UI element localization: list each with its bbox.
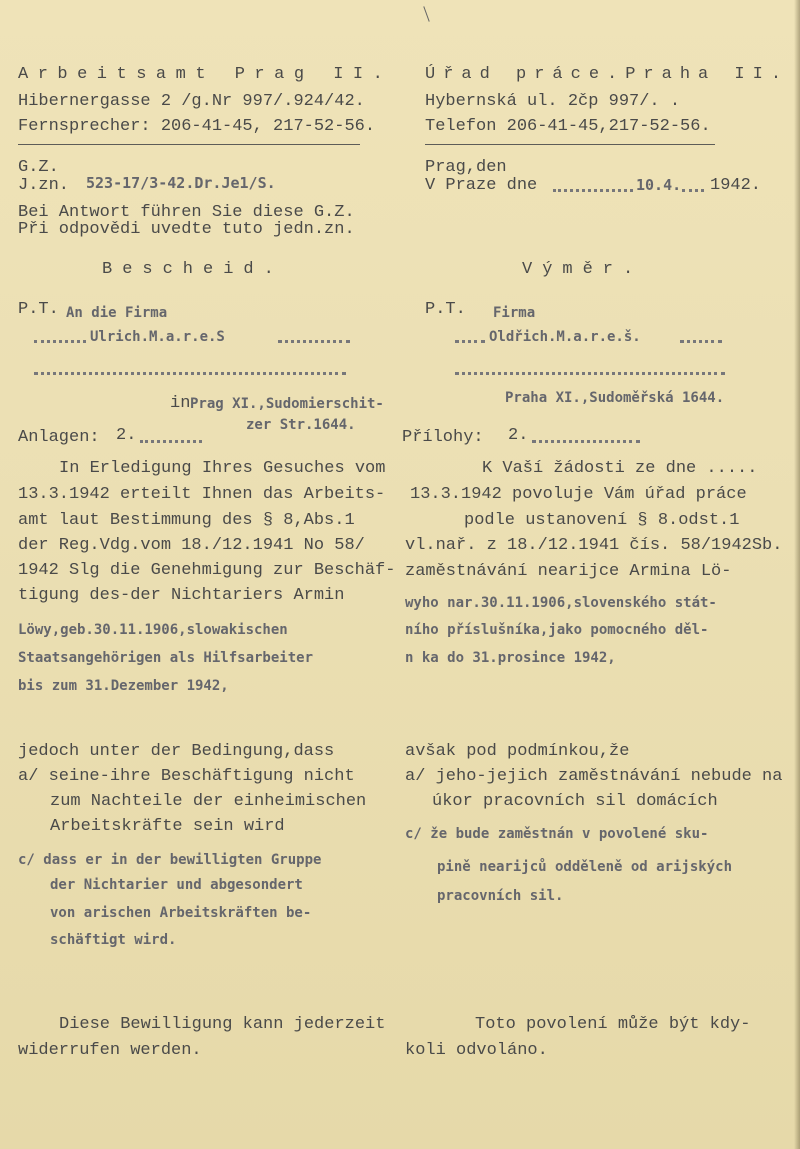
title-de: Bescheid.	[102, 260, 284, 279]
condition-cz-line: úkor pracovních sil domácích	[432, 792, 718, 811]
revocation-cz-line2: koli odvoláno.	[405, 1041, 548, 1060]
body-cz-line: ního příslušníka,jako pomocného děl-	[405, 622, 709, 638]
pt-cz: P.T.	[425, 300, 466, 319]
date-dots-2	[682, 189, 704, 192]
condition-cz-line: pracovních sil.	[437, 888, 564, 904]
firm-name-de: Ulrich.M.a.r.e.S	[90, 329, 225, 345]
reply-note-de: Bei Antwort führen Sie diese G.Z.	[18, 203, 355, 222]
body-cz-line: podle ustanovení § 8.odst.1	[464, 511, 740, 530]
condition-cz-line: pině nearijců odděleně od arijských	[437, 859, 733, 875]
date-dots	[553, 189, 633, 192]
body-cz-line: wyho nar.30.11.1906,slovenského stát-	[405, 595, 717, 611]
date-year: 1942.	[710, 176, 762, 195]
jzn-label: J.zn.	[18, 176, 70, 195]
address-prefix-de: in	[170, 394, 191, 413]
office-phone-de: Fernsprecher: 206-41-45, 217-52-56.	[18, 117, 376, 136]
header-rule-cz	[425, 144, 715, 145]
pt-de: P.T.	[18, 300, 59, 319]
body-de-line: bis zum 31.Dezember 1942,	[18, 678, 229, 694]
office-name-cz: Úřad práce.Praha II.	[425, 65, 790, 84]
condition-cz-line: c/ že bude zaměstnán v povolené sku-	[405, 826, 709, 842]
condition-de-line: Arbeitskräfte sein wird	[50, 817, 285, 836]
firm-dots-cz-left	[455, 340, 485, 343]
condition-de-line: c/ dass er in der bewilligten Gruppe	[18, 852, 322, 868]
revocation-de-line1: Diese Bewilligung kann jederzeit	[59, 1015, 386, 1034]
address-dots-cz	[455, 372, 725, 375]
jzn-value: 523-17/3-42.Dr.Je1/S.	[86, 174, 276, 192]
condition-cz-line: avšak pod podmínkou,že	[405, 742, 630, 761]
attachments-value-cz: 2.	[508, 426, 529, 445]
office-address-de: Hibernergasse 2 /g.Nr 997/.924/42.	[18, 92, 365, 111]
firm-name-cz: Oldřich.M.a.r.e.š.	[489, 329, 641, 345]
attachments-dots-cz	[532, 440, 640, 443]
address-line1-de: Prag XI.,Sudomierschit-	[190, 396, 384, 412]
body-de-line: In Erledigung Ihres Gesuches vom	[59, 459, 386, 478]
revocation-de-line2: widerrufen werden.	[18, 1041, 202, 1060]
attachments-dots-de	[140, 440, 202, 443]
body-cz-line: zaměstnávání nearijce Armina Lö-	[405, 562, 732, 581]
body-de-line: amt laut Bestimmung des § 8,Abs.1	[18, 511, 355, 530]
firm-prefix-de: An die Firma	[66, 305, 168, 321]
body-de-line: tigung des-der Nichtariers Armin	[18, 586, 345, 605]
paper-mark	[423, 6, 429, 21]
condition-de-line: zum Nachteile der einheimischen	[50, 792, 367, 811]
date-label-cz: V Praze dne	[425, 176, 538, 195]
firm-dots-de-right	[278, 340, 350, 343]
body-de-line: 1942 Slg die Genehmigung zur Beschäf-	[18, 561, 396, 580]
address-cz: Praha XI.,Sudoměřská 1644.	[505, 390, 725, 406]
body-cz-line: K Vaší žádosti ze dne .....	[482, 459, 758, 478]
condition-de-line: von arischen Arbeitskräften be-	[50, 905, 312, 921]
date-value: 10.4.	[636, 176, 682, 194]
revocation-cz-line1: Toto povolení může být kdy-	[475, 1015, 751, 1034]
header-rule-de	[18, 144, 360, 145]
body-de-line: der Reg.Vdg.vom 18./12.1941 No 58/	[18, 536, 365, 555]
condition-de-line: der Nichtarier und abgesondert	[50, 877, 303, 893]
condition-de-line: a/ seine-ihre Beschäftigung nicht	[18, 767, 355, 786]
address-dots-de	[34, 372, 346, 375]
body-cz-line: vl.nař. z 18./12.1941 čís. 58/1942Sb.	[405, 536, 783, 555]
attachments-value-de: 2.	[116, 426, 137, 445]
body-cz-line: 13.3.1942 povoluje Vám úřad práce	[410, 485, 747, 504]
body-de-line: Löwy,geb.30.11.1906,slowakischen	[18, 622, 288, 638]
condition-de-line: schäftigt wird.	[50, 932, 177, 948]
gz-label: G.Z.	[18, 158, 59, 177]
body-cz-line: n ka do 31.prosince 1942,	[405, 650, 616, 666]
office-address-cz: Hybernská ul. 2čp 997/. .	[425, 92, 681, 111]
condition-cz-line: a/ jeho-jejich zaměstnávání nebude na	[405, 767, 783, 786]
address-line2-de: zer Str.1644.	[246, 417, 356, 433]
body-de-line: 13.3.1942 erteilt Ihnen das Arbeits-	[18, 485, 386, 504]
office-name-de: Arbeitsamt Prag II.	[18, 65, 393, 84]
date-label-de: Prag,den	[425, 158, 507, 177]
attachments-label-de: Anlagen:	[18, 428, 100, 447]
office-phone-cz: Telefon 206-41-45,217-52-56.	[425, 117, 711, 136]
body-de-line: Staatsangehörigen als Hilfsarbeiter	[18, 650, 314, 666]
firm-dots-de-left	[34, 340, 86, 343]
reply-note-cz: Při odpovědi uvedte tuto jedn.zn.	[18, 220, 355, 239]
title-cz: Výměr.	[522, 260, 644, 279]
firm-prefix-cz: Firma	[493, 305, 536, 321]
attachments-label-cz: Přílohy:	[402, 428, 484, 447]
condition-de-line: jedoch unter der Bedingung,dass	[18, 742, 335, 761]
firm-dots-cz-right	[680, 340, 722, 343]
